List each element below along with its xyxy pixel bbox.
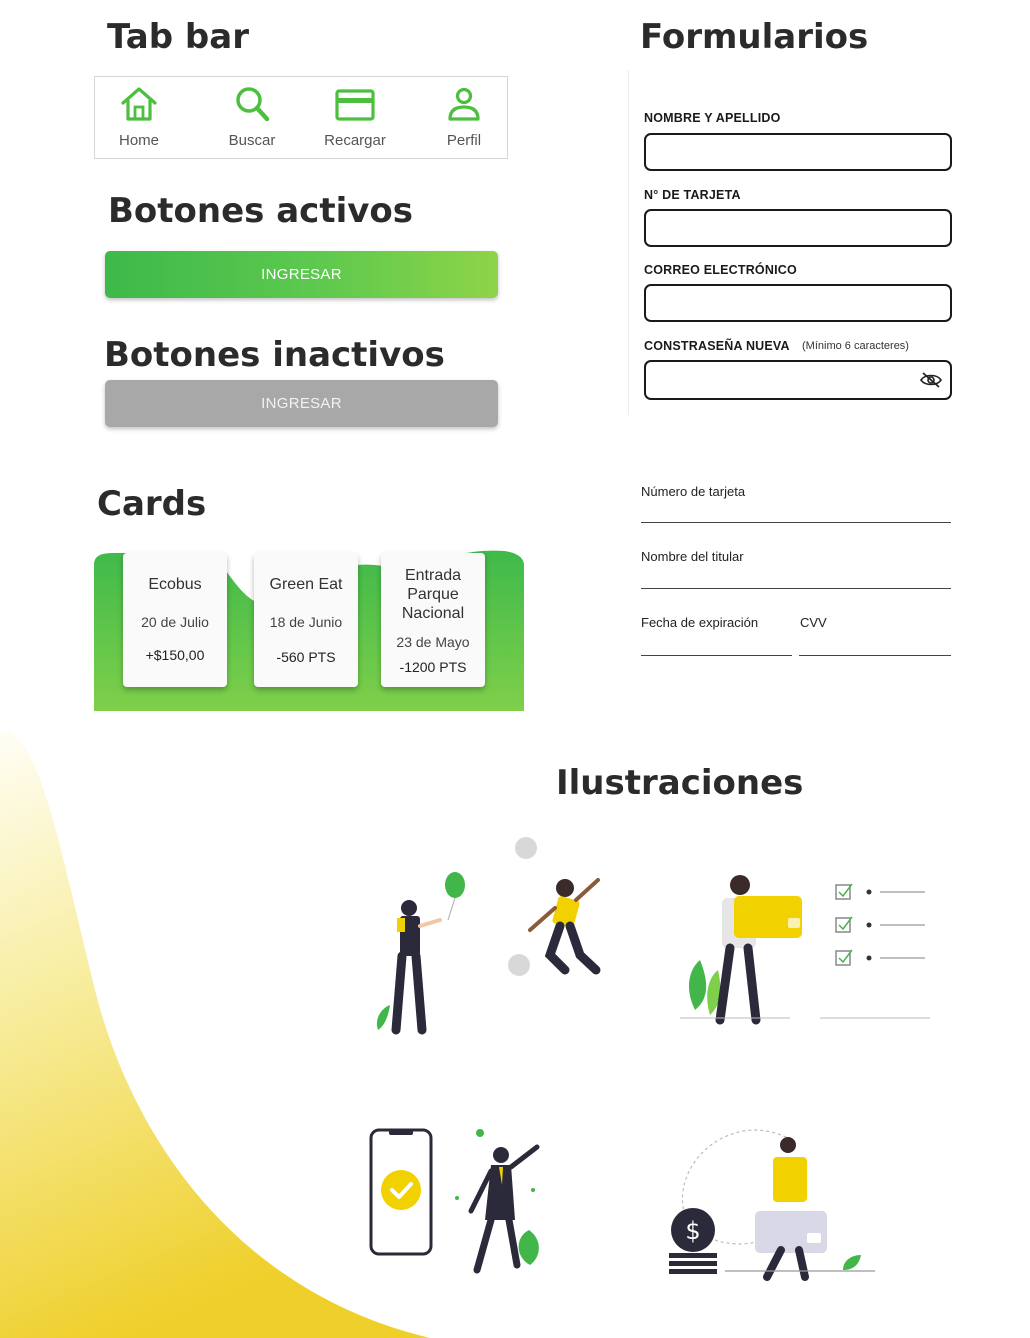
card-value: -1200 PTS xyxy=(399,659,467,675)
tab-profile-label: Perfil xyxy=(446,132,482,149)
card-green-eat[interactable] xyxy=(254,553,358,687)
email-input[interactable] xyxy=(644,284,952,322)
cards-container xyxy=(94,545,524,711)
email-label: CORREO ELECTRÓNICO xyxy=(644,263,797,277)
expiry-label: Fecha de expiración xyxy=(641,615,759,630)
eye-off-icon[interactable] xyxy=(919,371,943,389)
holder-label: Nombre del titular xyxy=(641,549,744,564)
payment-card-illustration xyxy=(665,1125,880,1285)
card-number-label: N° DE TARJETA xyxy=(644,188,741,202)
password-input[interactable] xyxy=(644,360,952,400)
credit-card-icon xyxy=(333,83,377,125)
cvv-input[interactable] xyxy=(799,631,951,656)
home-icon xyxy=(117,83,161,125)
cvv-label: CVV xyxy=(800,615,827,630)
card-date: 23 de Mayo xyxy=(396,634,470,650)
search-icon xyxy=(230,83,274,125)
card-number-underline-input[interactable] xyxy=(641,498,951,523)
card-name: Green Eat xyxy=(269,576,343,593)
password-label: CONSTRASEÑA NUEVA xyxy=(644,339,790,353)
card-date: 18 de Junio xyxy=(269,614,343,630)
illustrations-title: Ilustraciones xyxy=(556,763,804,803)
ingresar-button-active[interactable]: INGRESAR xyxy=(105,251,498,298)
svg-text:$: $ xyxy=(685,1217,701,1245)
card-value: +$150,00 xyxy=(145,647,205,663)
name-label: NOMBRE Y APELLIDO xyxy=(644,111,781,125)
card-number-underline-label: Número de tarjeta xyxy=(641,484,746,499)
tab-profile[interactable] xyxy=(414,77,514,160)
active-buttons-title: Botones activos xyxy=(108,191,413,231)
phone-success-illustration xyxy=(365,1125,555,1275)
tab-recharge[interactable] xyxy=(305,77,405,160)
card-name: Ecobus xyxy=(148,576,202,593)
forms-title: Formularios xyxy=(640,17,869,57)
card-value: -560 PTS xyxy=(276,649,336,665)
card-ecobus[interactable] xyxy=(123,553,227,687)
card-date: 20 de Julio xyxy=(141,614,209,630)
name-input[interactable] xyxy=(644,133,952,171)
inactive-buttons-title: Botones inactivos xyxy=(104,335,445,375)
celebration-illustration xyxy=(360,830,610,1045)
user-icon xyxy=(442,83,486,125)
tab-search-label: Buscar xyxy=(228,132,276,149)
card-name: Entrada Parque Nacional xyxy=(401,567,465,622)
tab-bar xyxy=(94,76,508,159)
password-hint: (Mínimo 6 caracteres) xyxy=(802,340,909,352)
card-entrada-parque[interactable] xyxy=(381,553,485,687)
holder-input[interactable] xyxy=(641,564,951,589)
expiry-input[interactable] xyxy=(641,631,792,656)
cards-title: Cards xyxy=(97,484,207,524)
card-checklist-illustration xyxy=(680,870,935,1035)
card-number-input[interactable] xyxy=(644,209,952,247)
section-divider xyxy=(628,70,629,415)
tab-search[interactable] xyxy=(202,77,302,160)
ingresar-button-inactive: INGRESAR xyxy=(105,380,498,427)
tabbar-title: Tab bar xyxy=(107,17,249,57)
tab-recharge-label: Recargar xyxy=(324,132,386,149)
tab-home[interactable] xyxy=(89,77,189,160)
tab-home-label: Home xyxy=(118,132,159,149)
